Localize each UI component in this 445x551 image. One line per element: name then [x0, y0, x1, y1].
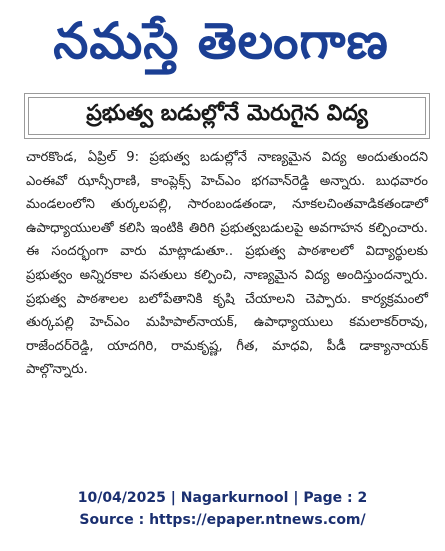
article-body: చారకొండ, ఏప్రిల్ 9: ప్రభుత్వ బడుల్లోనే నాణ్యమైన విద్య అందుతుందని ఎంఈవో ఝాన్సీరాణి, కాంప్లెక్స్ హెచ్ఎం భగవాన్‌రెడ్డి అన్నారు. బుధవారం మండలంలోని తుర్కలపల్లి, సారంబండతండా, నూకలచింతవాడికతండాలో ఉపాధ్యాయులతో కలిసి ఇంటికి తిరిగి ప్రభుత్వబడులపై అవగాహన కల్పించారు. ఈ సందర్భంగా వారు మాట్లాడుతూ.. ప్రభుత్వ పాఠశాలలో విద్యార్థులకు ప్రభుత్వం అన్నిరకాల వసతులు కల్పించి, నాణ్యమైన విద్య అందిస్తుందన్నారు. ప్రభుత్వ పాఠశాలల బలోపేతానికి కృషి చేయాలని చెప్పారు. కార్యక్రమంలో తుర్కపల్లి హెచ్ఎం మహిపాల్‌నాయక్, ఉపాధ్యాయులు కమలాకర్‌రావు, రాజేందర్‌రెడ్డి, యాదగిరి, రామకృష్ణ, గీత, మాధవి, పీడీ డాక్యానాయక్ పాల్గొన్నారు. [26, 150, 428, 378]
article-headline: ప్రభుత్వ బడుల్లోనే మెరుగైన విద్య [86, 101, 368, 126]
newspaper-clipping [6, 5, 436, 477]
headline-inner-frame [28, 97, 426, 135]
newspaper-masthead: నమస్తే తెలంగాణ [53, 12, 389, 70]
source-link[interactable]: Source : https://epaper.ntnews.com/ [79, 512, 366, 528]
headline-frame [24, 93, 430, 139]
publication-meta: 10/04/2025 | Nagarkurnool | Page : 2 [77, 490, 368, 506]
